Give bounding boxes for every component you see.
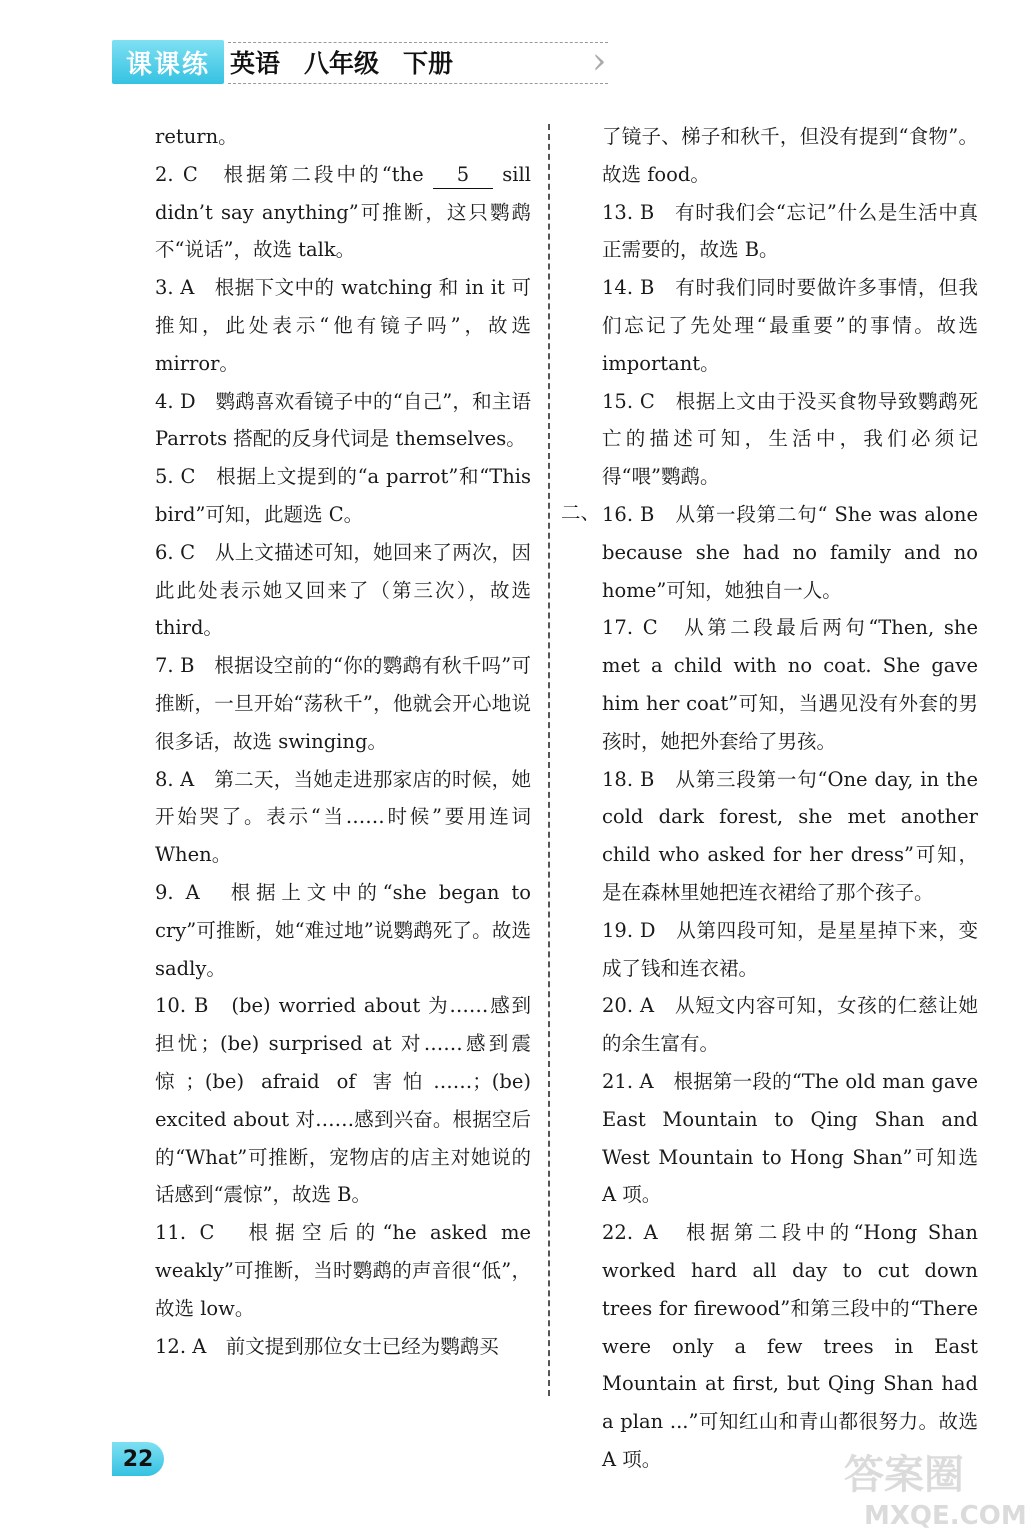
answer-item: 7. B 根据设空前的“你的鹦鹉有秋千吗”可推断，一旦开始“荡秋千”，他就会开心地说很多话，故选 swinging。 — [155, 654, 531, 753]
answer-item: 4. D 鹦鹉喜欢看镜子中的“自己”，和主语 Parrots 搭配的反身代词是 themselves。 — [155, 389, 531, 451]
answer-item: 9. A 根据上文中的“she began to cry”可推断，她“难过地”说鹦鹉死了。故选 sadly。 — [155, 880, 531, 980]
watermark-logo — [840, 1440, 1028, 1532]
book-title — [230, 42, 490, 82]
answer-item: 6. C 从上文描述可知，她回来了两次，因此此处表示她又回来了（第三次），故选 third。 — [155, 540, 531, 640]
answer-item: 18. B 从第三段第一句“One day, in the cold dark forest, she met another child who asked for her dress”可知，是在森林里她把连衣裙给了那个孩子。 — [602, 767, 978, 904]
answer-item: 5. C 根据上文提到的“a parrot”和“This bird”可知，此题选 C。 — [155, 465, 531, 526]
answer-item: 22. A 根据第二段中的“Hong Shan worked hard all day to cut down trees for firewood”和第三段中的“There were only a few trees in East Mountain at first, but Qing Shan had a plan ...”可知红山和青山都很努力。故选 A 项。 — [602, 1221, 978, 1471]
page-header — [112, 40, 607, 86]
svg-text:答案圈: 答案圈 — [844, 1452, 964, 1498]
answer-line: return。 — [155, 125, 238, 148]
answer-line: 了镜子、梯子和秋千，但没有提到“食物”。故选 food。 — [602, 125, 978, 186]
answer-item: 10. B (be) worried about 为……感到担忧；(be) surprised at 对……感到震惊；(be) afraid of 害怕……；(be) excited about 对……感到兴奋。根据空后的“What”可推断，宠物店的店主对她说的话感到“震惊”，故选 B。 — [155, 994, 531, 1207]
answer-item: 21. A 根据第一段的“The old man gave East Mountain to Qing Shan and West Mountain to Hong Shan”可知选 A 项。 — [602, 1069, 978, 1207]
answer-item: 15. C 根据上文由于没买食物导致鹦鹉死亡的描述可知，生活中，我们必须记得“喂”鹦鹉。 — [602, 389, 978, 489]
right-column — [602, 118, 978, 1479]
answer-item: 16. B 从第一段第二句“ She was alone because she had no family and no home”可知，她独自一人。 — [602, 502, 978, 602]
answer-item: 13. B 有时我们会“忘记”什么是生活中真正需要的，故选 B。 — [602, 200, 978, 262]
answer-item: 14. B 有时我们同时要做许多事情，但我们忘记了先处理“最重要”的事情。故选 important。 — [602, 276, 978, 375]
brand-logo: 课课练 — [112, 40, 224, 84]
svg-text:MXQE.COM: MXQE.COM — [864, 1501, 1027, 1531]
answer-text: 2. C 根据第二段中的“the — [155, 162, 424, 186]
page-number: 22 — [112, 1442, 164, 1476]
section-marker: 二、 — [561, 501, 601, 524]
left-column — [155, 118, 531, 1365]
blank-number: 5 — [433, 162, 493, 189]
grade-label: 八年级 — [304, 49, 380, 78]
answer-item: 3. A 根据下文中的 watching 和 in it 可推知，此处表示“他有镜子吗”，故选 mirror。 — [155, 276, 531, 375]
answer-item: 8. A 第二天，当她走进那家店的时候，她开始哭了。表示“当……时候”要用连词 When。 — [155, 767, 531, 867]
answer-item: 20. A 从短文内容可知，女孩的仁慈让她的余生富有。 — [602, 994, 978, 1056]
chevron-right-icon: › — [592, 41, 607, 82]
answer-item: 19. D 从第四段可知，是星星掉下来，变成了钱和连衣裙。 — [602, 918, 978, 980]
answer-item: 12. A 前文提到那位女士已经为鹦鹉买 — [155, 1334, 499, 1358]
column-divider — [548, 124, 550, 1396]
answer-item: 11. C 根据空后的“he asked me weakly”可推断，当时鹦鹉的声音很“低”，故选 low。 — [155, 1221, 531, 1320]
answer-item: 17. C 从第二段最后两句“Then, she met a child with no coat. She gave him her coat”可知，当遇见没有外套的男孩时，她把外套给了男孩。 — [602, 616, 978, 753]
answer-text: sill didn’t say anything”可推断，这只鹦鹉不“说话”，故选 talk。 — [155, 162, 532, 262]
volume-label: 下册 — [403, 49, 454, 78]
answer-item — [155, 156, 531, 269]
subject-label: 英语 — [230, 49, 281, 78]
